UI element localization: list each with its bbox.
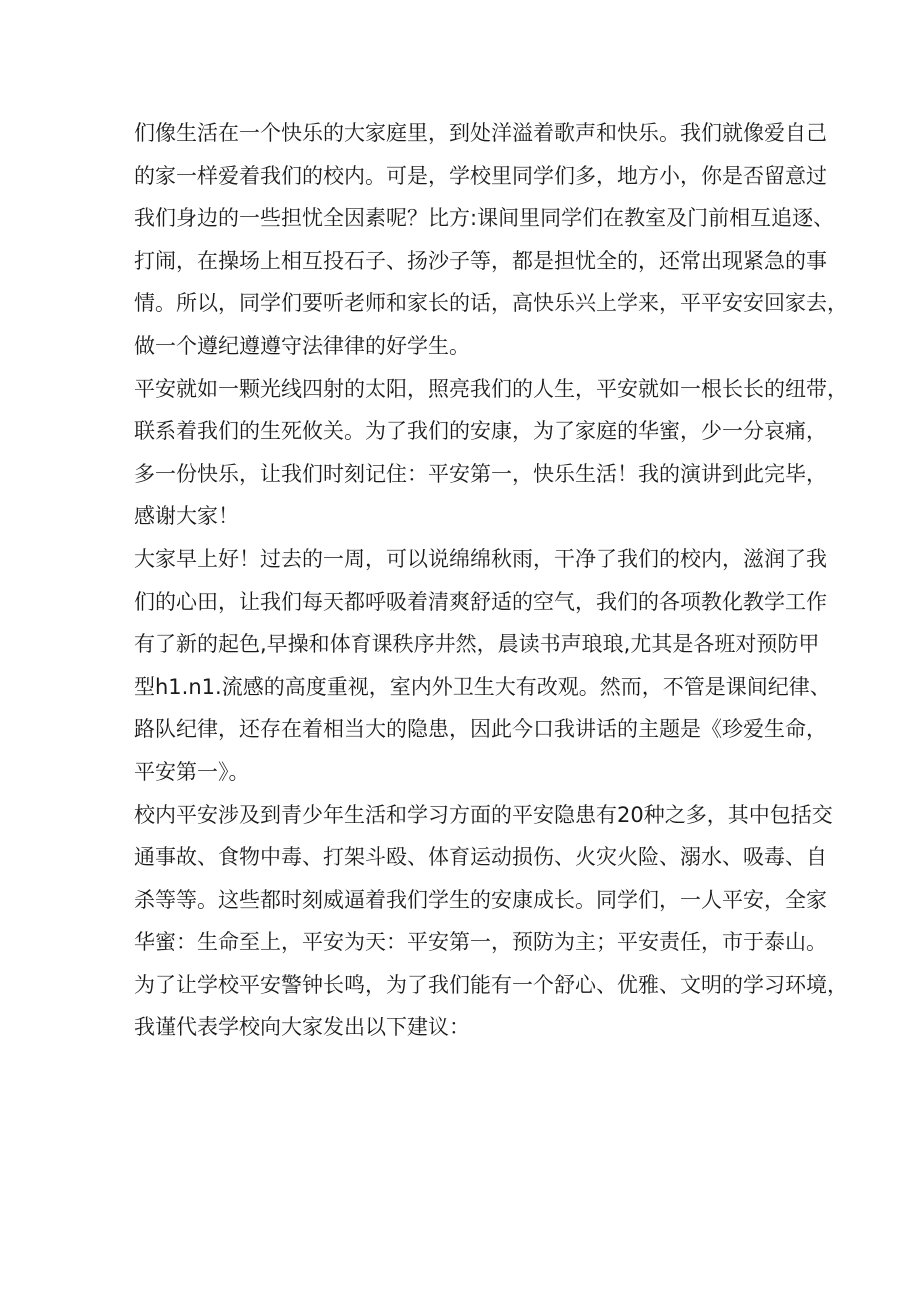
text-line: 打闹，在操场上相互投石子、扬沙子等，都是担忧全的，还常出现紧急的事 xyxy=(134,248,827,273)
paragraph-3 xyxy=(134,538,831,794)
text-line: 平安第一》。 xyxy=(134,759,250,784)
text-line: 通事故、食物中毒、打架斗殴、体育运动损伤、火灾火险、溺水、吸毒、自 xyxy=(134,845,827,870)
text-line: 华蜜：生命至上，平安为天：平安第一，预防为主；平安责任，市于泰山。 xyxy=(134,930,827,955)
text-line: 型h1.n1.流感的高度重视，室内外卫生大有改观。然而，不管是课间纪律、 xyxy=(134,674,831,699)
text-line: 我谨代表学校向大家发出以下建议： xyxy=(134,1015,470,1040)
text-line: 杀等等。这些都时刻威逼着我们学生的安康成长。同学们，一人平安，全家 xyxy=(134,887,827,912)
text-line: 有了新的起色,早操和体育课秩序井然，晨读书声琅琅,尤其是各班对预防甲 xyxy=(134,632,820,657)
text-line: 感谢大家！ xyxy=(134,504,239,529)
text-line: 做一个遵纪遵遵守法律律的好学生。 xyxy=(134,333,470,358)
paragraph-2 xyxy=(134,368,848,538)
text-line: 多一份快乐，让我们时刻记住：平安第一，快乐生活！我的演讲到此完毕， xyxy=(134,461,827,486)
text-line: 的家一样爱着我们的校内。可是，学校里同学们多，地方小，你是否留意过 xyxy=(134,163,827,188)
text-line: 们像生活在一个快乐的大家庭里，到处洋溢着歌声和快乐。我们就像爱自己 xyxy=(134,121,827,145)
text-line: 为了让学校平安警钟长鸣，为了我们能有一个舒心、优雅、文明的学习环境， xyxy=(134,972,848,997)
text-line: 联系着我们的生死攸关。为了我们的安康，为了家庭的华蜜，少一分哀痛， xyxy=(134,419,827,444)
text-line: 大家早上好！过去的一周，可以说绵绵秋雨，干净了我们的校内，滋润了我 xyxy=(134,546,827,571)
text-line: 情。所以，同学们要听老师和家长的话，高快乐兴上学来，平平安安回家去， xyxy=(134,291,848,316)
text-line: 校内平安涉及到青少年生活和学习方面的平安隐患有20种之多，其中包括交 xyxy=(134,802,833,827)
text-line: 我们身边的一些担忧全因素呢？比方:课间里同学们在教室及门前相互追逐、 xyxy=(134,206,835,231)
text-line: 平安就如一颗光线四射的太阳，照亮我们的人生，平安就如一根长长的纽带， xyxy=(134,376,848,401)
document-body xyxy=(134,112,848,1049)
text-line: 们的心田，让我们每天都呼吸着清爽舒适的空气，我们的各项教化教学工作 xyxy=(134,589,827,614)
paragraph-1 xyxy=(134,112,848,368)
paragraph-4 xyxy=(134,794,848,1050)
text-line: 路队纪律，还存在着相当大的隐患，因此今口我讲话的主题是《珍爱生命， xyxy=(134,717,827,742)
